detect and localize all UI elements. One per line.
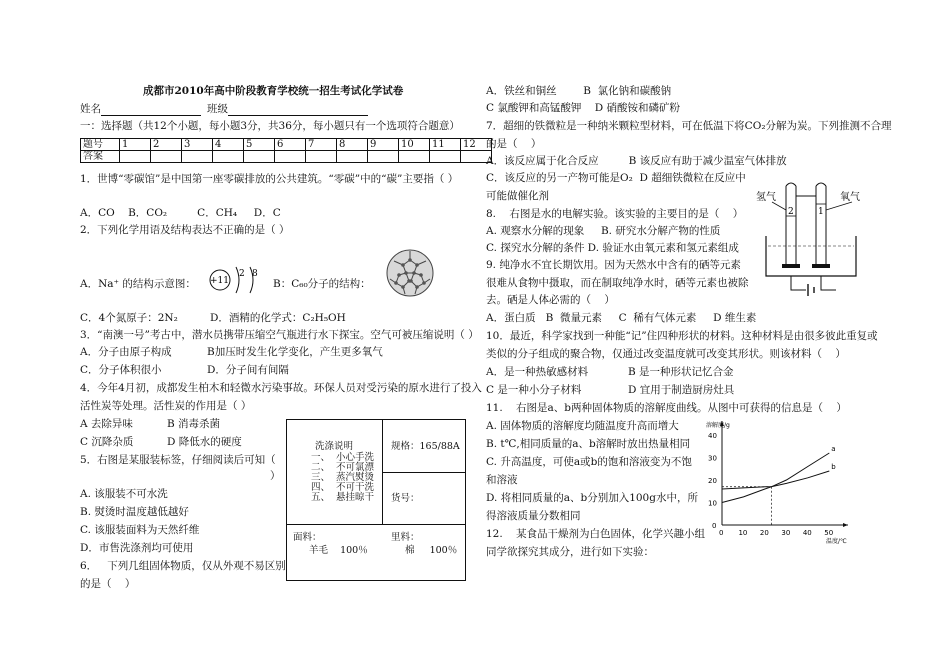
y-tick-label: 0 — [712, 522, 717, 530]
x-tick-label: 20 — [759, 529, 769, 537]
wash-item: 四、 不可干洗 — [311, 482, 375, 493]
question-2-option-a: A．Na⁺ 的结构示意图： — [80, 278, 196, 290]
question-3-option-b: B加压时发生化学变化，产生更多氧气 — [207, 346, 383, 358]
clothing-label — [286, 419, 466, 581]
series-line-b — [722, 471, 829, 489]
question-8-options-cd: C. 探究水分解的条件 D. 验证水由氧元素和氢元素组成 — [486, 242, 739, 254]
question-10-option-b: B 是一种形状记忆合金 — [628, 366, 734, 378]
question-5-option-a: A. 该服装不可水洗 — [80, 488, 168, 500]
question-3: 3．“南澳一号”考古中，潜水员携带压缩空气瓶进行水下探宝。空气可被压缩说明（ ） — [80, 329, 479, 341]
answer-cell[interactable] — [244, 151, 275, 163]
table-cell-number: 5 — [244, 139, 275, 151]
question-5-option-d: D．市售洗涤剂均可使用 — [80, 542, 194, 554]
question-10: 10．最近，科学家找到一种能“记”住四种形状的材料。这种材料是由很多彼此重复或 — [486, 330, 878, 342]
section-heading: 一：选择题（共12个小题，每小题3分，共36分，每小题只有一个选项符合题意） — [80, 120, 460, 132]
table-cell-number: 2 — [151, 139, 182, 151]
nucleus-label: +11 — [210, 276, 229, 286]
solubility-chart — [700, 415, 860, 545]
class-label: 班级 — [207, 103, 368, 116]
question-6-options-cd: C 氯酸钾和高锰酸钾 D 硝酸铵和磷矿粉 — [486, 102, 680, 114]
answer-table — [80, 138, 492, 163]
question-10-option-c: C 是一种小分子材料 — [486, 384, 582, 396]
x-tick-label: 30 — [781, 529, 791, 537]
question-11-option-d-cont: 得溶液质量分数相同 — [486, 510, 581, 522]
question-7-options-cd: C．该反应的另一产物可能是O₂ D 超细铁微粒在反应中 — [486, 172, 746, 184]
wash-item: 二、 不可氯漂 — [311, 462, 375, 473]
table-cell-number: 6 — [275, 139, 306, 151]
series-label-b: b — [831, 463, 836, 471]
table-row — [81, 151, 492, 163]
answer-cell[interactable] — [151, 151, 182, 163]
table-row-label: 答案 — [81, 151, 120, 163]
table-cell-number: 4 — [213, 139, 244, 151]
sodium-ion-diagram — [206, 258, 268, 302]
x-tick-label: 0 — [719, 529, 724, 537]
question-1-options: A．CO B．CO₂ C．CH₄ D．C — [80, 207, 281, 219]
table-cell-number: 12 — [461, 139, 492, 151]
answer-cell[interactable] — [182, 151, 213, 163]
question-7-line-2: 的是（ ） — [486, 138, 542, 150]
answer-cell[interactable] — [337, 151, 368, 163]
question-4: 4．今年4月初，成都发生柏木和轻微水污染事故。环保人员对受污染的原水进行了投入 — [80, 382, 482, 394]
question-5-close: ） — [270, 470, 281, 482]
question-3-option-d: D．分子间有间隔 — [207, 364, 289, 376]
question-8: 8. 右图是水的电解实验。该实验的主要目的是（ ） — [486, 208, 744, 220]
question-3-option-a: A．分子由原子构成 — [80, 346, 172, 358]
table-cell-number: 1 — [120, 139, 151, 151]
question-2-option-d: D．酒精的化学式：C₂H₅OH — [210, 312, 346, 324]
y-axis-label: 溶解度/g — [706, 422, 730, 429]
lining-label: 里料： — [391, 532, 420, 543]
c60-molecule-image — [385, 248, 435, 298]
question-4-option-c: C 沉降杂质 — [80, 436, 134, 448]
table-row — [81, 139, 492, 151]
question-7-options-ab: A．该反应属于化合反应 B 该反应有助于减少温室气体排放 — [486, 155, 787, 167]
answer-cell[interactable] — [275, 151, 306, 163]
question-11-option-d: D. 将相同质量的a、b分别加入100g水中，所 — [486, 492, 698, 504]
table-cell-number: 11 — [430, 139, 461, 151]
question-2: 2．下列化学用语及结构表达不正确的是（ ） — [80, 224, 290, 236]
shell-1-label: 2 — [239, 269, 245, 279]
table-cell-number: 8 — [337, 139, 368, 151]
wash-item: 三、 蒸汽熨烫 — [311, 472, 375, 483]
answer-cell[interactable] — [368, 151, 399, 163]
hydrogen-label: 氢气 — [756, 192, 776, 203]
x-tick-label: 40 — [802, 529, 812, 537]
item-number: 货号： — [391, 493, 420, 504]
fabric-value: 羊毛 100％ — [309, 545, 368, 556]
question-11-option-c: C. 升高温度，可使a或b的饱和溶液变为不饱 — [486, 456, 692, 468]
x-axis-arrow — [843, 523, 848, 527]
question-5-option-c: C. 该服装面料为天然纤维 — [80, 524, 200, 536]
y-tick-label: 30 — [708, 454, 717, 463]
answer-cell[interactable] — [306, 151, 337, 163]
question-8-options-ab: A. 观察水分解的现象 B. 研究水分解产物的性质 — [486, 225, 721, 237]
question-11-option-a: A. 固体物质的溶解度均随温度升高而增大 — [486, 420, 679, 432]
shell-2-label: 8 — [252, 269, 258, 279]
answer-cell[interactable] — [213, 151, 244, 163]
question-7-line-d: 可能做催化剂 — [486, 190, 549, 202]
question-2-option-b: B：C₆₀分子的结构： — [273, 278, 371, 290]
question-12: 12. 某食品干燥剂为白色固体，化学兴趣小组 — [486, 528, 706, 540]
wash-item: 五、 悬挂晾干 — [311, 492, 375, 503]
question-1: 1．世博“零碳馆”是中国第一座零碳排放的公共建筑。“零碳”中的“碳”主要指（ ） — [80, 173, 459, 185]
series-label-a: a — [831, 445, 836, 453]
question-4-option-b: B 消毒杀菌 — [167, 418, 221, 430]
question-11-option-b: B. t℃,相同质量的a、b溶解时放出热量相同 — [486, 438, 691, 450]
y-tick-label: 10 — [708, 499, 717, 508]
question-4-option-a: A 去除异味 — [80, 418, 133, 430]
question-11: 11. 右图是a、b两种固体物质的溶解度曲线。从图中可获得的信息是（ ） — [486, 402, 847, 414]
question-10-option-d: D 宜用于制造厨房灶具 — [628, 384, 735, 396]
question-7: 7．超细的铁微粒是一种纳米颗粒型材料，可在低温下将CO₂分解为炭。下列推测不合理 — [486, 120, 892, 132]
name-label: 姓名 — [80, 103, 201, 116]
electrolysis-apparatus — [752, 180, 872, 298]
question-6: 6． 下列几组固体物质，仅从外观不易区别 — [80, 560, 286, 572]
y-tick-label: 40 — [708, 432, 717, 440]
question-10-line-2: 类似的分子组成的聚合物，仅通过改变温度就可改变其形状。则该材料（ ） — [486, 348, 846, 360]
fabric-label: 面料： — [293, 532, 322, 543]
answer-cell[interactable] — [430, 151, 461, 163]
question-12-line-2: 同学欲探究其成分，进行如下实验： — [486, 546, 654, 558]
x-tick-label: 50 — [824, 529, 834, 537]
tube-2-label: 2 — [788, 207, 794, 217]
question-9-options: A．蛋白质 B 微量元素 C 稀有气体元素 D 维生素 — [486, 312, 757, 324]
question-9-line-2: 很难从食物中摄取，而在制取纯净水时，硒等元素也被除 — [486, 277, 749, 289]
answer-cell[interactable] — [120, 151, 151, 163]
x-axis-label: 温度/℃ — [826, 538, 847, 545]
table-cell-number: 10 — [399, 139, 430, 151]
table-cell-number: 3 — [182, 139, 213, 151]
table-cell-number: 9 — [368, 139, 399, 151]
answer-cell[interactable] — [399, 151, 430, 163]
lining-value: 棉 100％ — [405, 545, 458, 556]
question-9: 9. 纯净水不宜长期饮用。因为天然水中含有的硒等元素 — [486, 259, 741, 271]
question-3-option-c: C．分子体积很小 — [80, 364, 162, 376]
y-tick-label: 20 — [708, 477, 717, 485]
question-9-line-3: 去。硒是人体必需的（ ） — [486, 294, 615, 306]
question-5-option-b: B. 熨烫时温度越低越好 — [80, 506, 189, 518]
question-10-option-a: A．是一种热敏感材料 — [486, 366, 589, 378]
table-row-label: 题号 — [81, 139, 120, 151]
tube-1-label: 1 — [818, 207, 824, 217]
question-2-option-c: C．4个氮原子：2N₂ — [80, 312, 178, 324]
question-5: 5．右图是某服装标签，仔细阅读后可知（ — [80, 454, 276, 466]
question-11-option-c-cont: 和溶液 — [486, 474, 518, 486]
size-spec: 规格：165/88A — [391, 441, 460, 452]
table-cell-number: 7 — [306, 139, 337, 151]
question-6-line-2: 的是（ ） — [80, 578, 136, 590]
exam-title: 成都市2010年高中阶段教育学校统一招生考试化学试卷 — [143, 85, 404, 97]
question-6-options-ab: A．铁丝和铜丝 B 氯化钠和碳酸钠 — [486, 85, 672, 97]
oxygen-label: 氧气 — [840, 192, 860, 203]
series-line-a — [722, 453, 829, 503]
question-4-line-2: 活性炭等处理。活性炭的作用是（ ） — [80, 400, 252, 412]
wash-title: 洗涤说明 — [315, 441, 354, 452]
x-tick-label: 10 — [738, 529, 748, 537]
question-4-option-d: D 降低水的硬度 — [167, 436, 242, 448]
wash-item: 一、 小心手洗 — [311, 452, 375, 463]
